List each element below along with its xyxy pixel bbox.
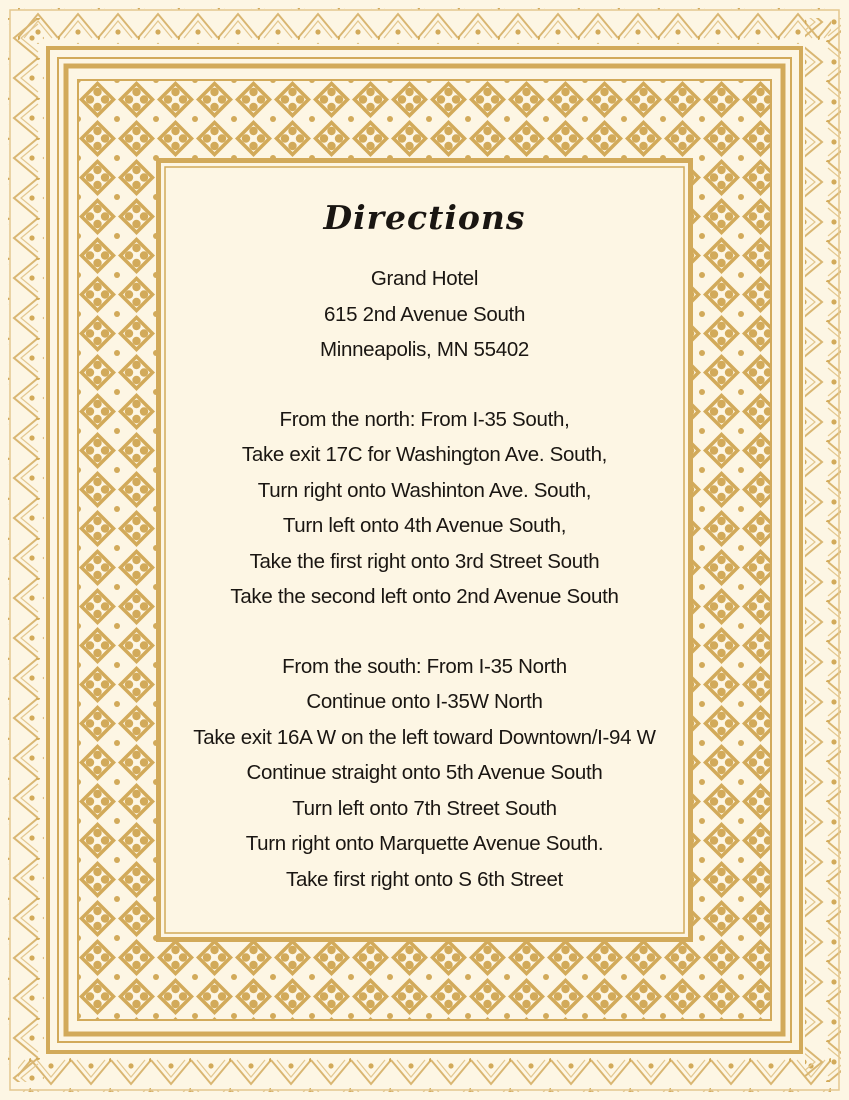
direction-step: Take first right onto S 6th Street [286,867,563,891]
direction-step: Turn right onto Washinton Ave. South, [257,478,592,502]
directions-card [170,170,679,930]
direction-step: Take the second left onto 2nd Avenue South [230,585,619,608]
directions-from-north [170,402,679,615]
direction-step: Turn left onto 7th Street South [292,796,557,820]
direction-step: Take the first right onto 3rd Street South [249,549,600,573]
direction-step: Turn right onto Marquette Avenue South. [245,832,604,855]
direction-step: Continue onto I-35W North [306,690,543,713]
hotel-address [170,261,679,368]
direction-step: From the south: From I-35 North [282,654,567,678]
page-title: Directions [323,198,526,237]
direction-step: Turn left onto 4th Avenue South, [282,514,567,537]
direction-step: Continue straight onto 5th Avenue South [246,761,603,784]
direction-step: Take exit 17C for Washington Ave. South, [241,443,608,466]
direction-step: From the north: From I-35 South, [279,407,570,431]
address-line: Grand Hotel [370,267,479,290]
address-line: Minneapolis, MN 55402 [319,338,530,361]
direction-step: Take exit 16A W on the left toward Downtown/I-94 W [193,725,656,749]
directions-from-south [170,649,679,898]
address-line: 615 2nd Avenue South [323,302,526,326]
